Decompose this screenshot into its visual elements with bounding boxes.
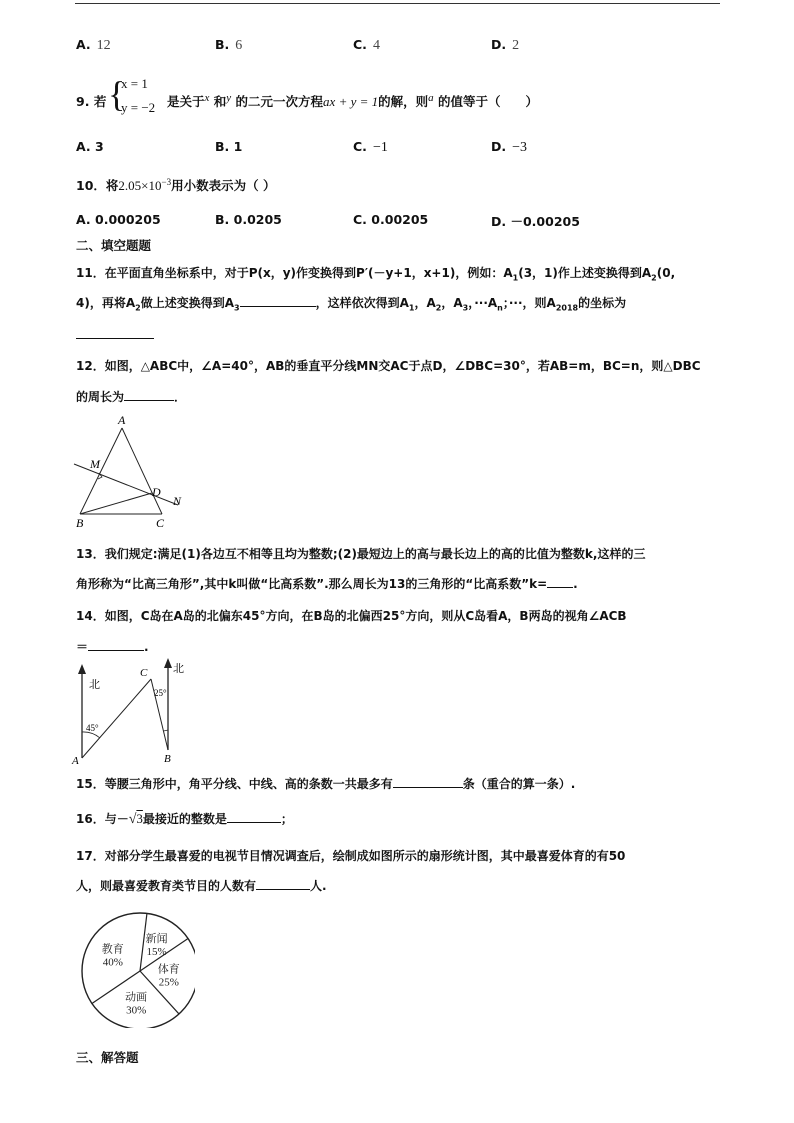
top-rule <box>75 3 720 4</box>
q9-eq1: x = 1 <box>121 76 148 91</box>
section-3-title: 三、解答题 <box>76 1050 139 1065</box>
pie-value-3: 30% <box>126 1004 147 1017</box>
q14-north-arrow-a <box>78 664 86 674</box>
q12-side-ab <box>80 428 122 514</box>
q14-label-c: C <box>140 667 148 679</box>
pie-value-2: 25% <box>158 976 179 989</box>
q12-label-b: B <box>76 516 84 530</box>
q13-line2: 角形称为“比高三角形”,其中k叫做“比高系数”.那么周长为13的三角形的“比高系数”k= . <box>76 577 578 591</box>
q12-label-m: M <box>90 457 100 471</box>
q16-answer-blank[interactable] <box>227 810 281 823</box>
section-2-title: 二、填空题题 <box>76 238 152 253</box>
q14-label-25: 25° <box>154 688 167 698</box>
q12-segment-bd <box>80 493 152 514</box>
q11-answer-blank-1[interactable] <box>240 294 316 307</box>
q15-answer-blank[interactable] <box>393 775 463 788</box>
q14-islands-figure <box>70 658 195 766</box>
q12-label-n: N <box>173 494 182 508</box>
q12-label-c: C <box>156 516 165 530</box>
q14-label-a: A <box>72 755 79 766</box>
q8-option-b[interactable]: B. 6 <box>215 37 243 53</box>
pie-value-1: 15% <box>146 945 167 958</box>
q13-line1: 13．我们规定:满足(1)各边互不相等且均为整数;(2)最短边上的高与最长边上的高的比值为整数k,这样的三 <box>76 547 646 561</box>
q11-line2: 4)，再将$A_2$做上述变换得到$A_3$ ，这样依次得到$A_1$，$A_2$，$A_3$，$\cdot\cdot\cdot A_n$；···，则$A_{2018}$的坐标为 <box>76 296 627 313</box>
q14-answer-blank[interactable] <box>88 638 144 651</box>
q9-eq2: y = −2 <box>121 100 156 115</box>
q14-label-north-1: 北 <box>89 679 100 691</box>
q14-label-45: 45° <box>86 723 99 733</box>
q14-label-b: B <box>164 753 171 765</box>
q16-text: 16．与－√3最接近的整数是 ； <box>76 811 293 827</box>
q12-line1: 12．如图，△ABC中，∠A=40°，AB的垂直平分线MN交AC于点D，∠DBC=30°，若AB=m，BC=n，则△DBC <box>76 359 701 373</box>
q12-answer-blank[interactable] <box>124 388 174 401</box>
q14-north-arrow-b <box>164 658 172 668</box>
q12-triangle-figure <box>70 410 200 532</box>
q10-option-d[interactable]: D. －0.00205 <box>491 214 580 229</box>
pie-label-1: 新闻 <box>145 932 168 945</box>
pie-value-4: 40% <box>102 956 123 969</box>
q8-option-c[interactable]: C. 4 <box>353 37 380 53</box>
q17-answer-blank[interactable] <box>256 877 310 890</box>
q11-answer-blank-2[interactable] <box>76 326 154 339</box>
q14-label-north-2: 北 <box>173 663 184 675</box>
q9-option-b[interactable]: B. 1 <box>215 139 243 154</box>
q8-option-d[interactable]: D. 2 <box>491 37 520 53</box>
pie-label-2: 体育 <box>157 963 180 976</box>
q10-option-a[interactable]: A. 0.000205 <box>76 212 161 227</box>
q8-option-a[interactable]: A. 12 <box>76 37 111 53</box>
q9-brace: { <box>108 74 126 114</box>
q10-option-c[interactable]: C. 0.00205 <box>353 212 429 227</box>
q17-line1: 17．对部分学生最喜爱的电视节目情况调查后，绘制成如图所示的扇形统计图，其中最喜爱体育的有50 <box>76 849 626 863</box>
pie-label-4: 教育 <box>101 943 124 956</box>
q15-text: 15．等腰三角形中，角平分线、中线、高的条数一共最多有 条（重合的算一条）. <box>76 777 576 791</box>
pie-label-3: 动画 <box>125 991 148 1004</box>
q10-stem: 10．将$2.05\times 10^{-3}$用小数表示为（ ） <box>76 176 276 193</box>
q9-option-a[interactable]: A. 3 <box>76 139 104 154</box>
q9-number: 9. 若 <box>76 94 107 109</box>
q12-side-ac <box>122 428 162 514</box>
q12-label-d: D <box>152 485 161 499</box>
q14-line1: 14．如图，C岛在A岛的北偏东45°方向，在B岛的北偏西25°方向，则从C岛看A，B两岛的视角∠ACB <box>76 609 627 623</box>
q9-stem: 是关于x 和y 的二元一次方程ax + y = 1的解，则a 的值等于（ ） <box>167 92 539 109</box>
q11-line1: 11．在平面直角坐标系中，对于P(x，y)作变换得到P′(－y+1，x+1)，例如：$A_1(3$，1)作上述变换得到$A_2(0$, <box>76 266 676 283</box>
q9-option-c[interactable]: C. −1 <box>353 139 388 155</box>
q17-pie-chart <box>75 908 195 1028</box>
q13-answer-blank[interactable] <box>547 575 573 588</box>
q14-line2: ＝ . <box>76 640 149 654</box>
q12-label-a: A <box>118 413 126 427</box>
q10-option-b[interactable]: B. 0.0205 <box>215 212 282 227</box>
q17-line2: 人，则最喜爱教育类节目的人数有 人. <box>76 879 327 893</box>
q12-line2: 的周长为 ． <box>76 390 187 404</box>
q9-option-d[interactable]: D. −3 <box>491 139 528 155</box>
